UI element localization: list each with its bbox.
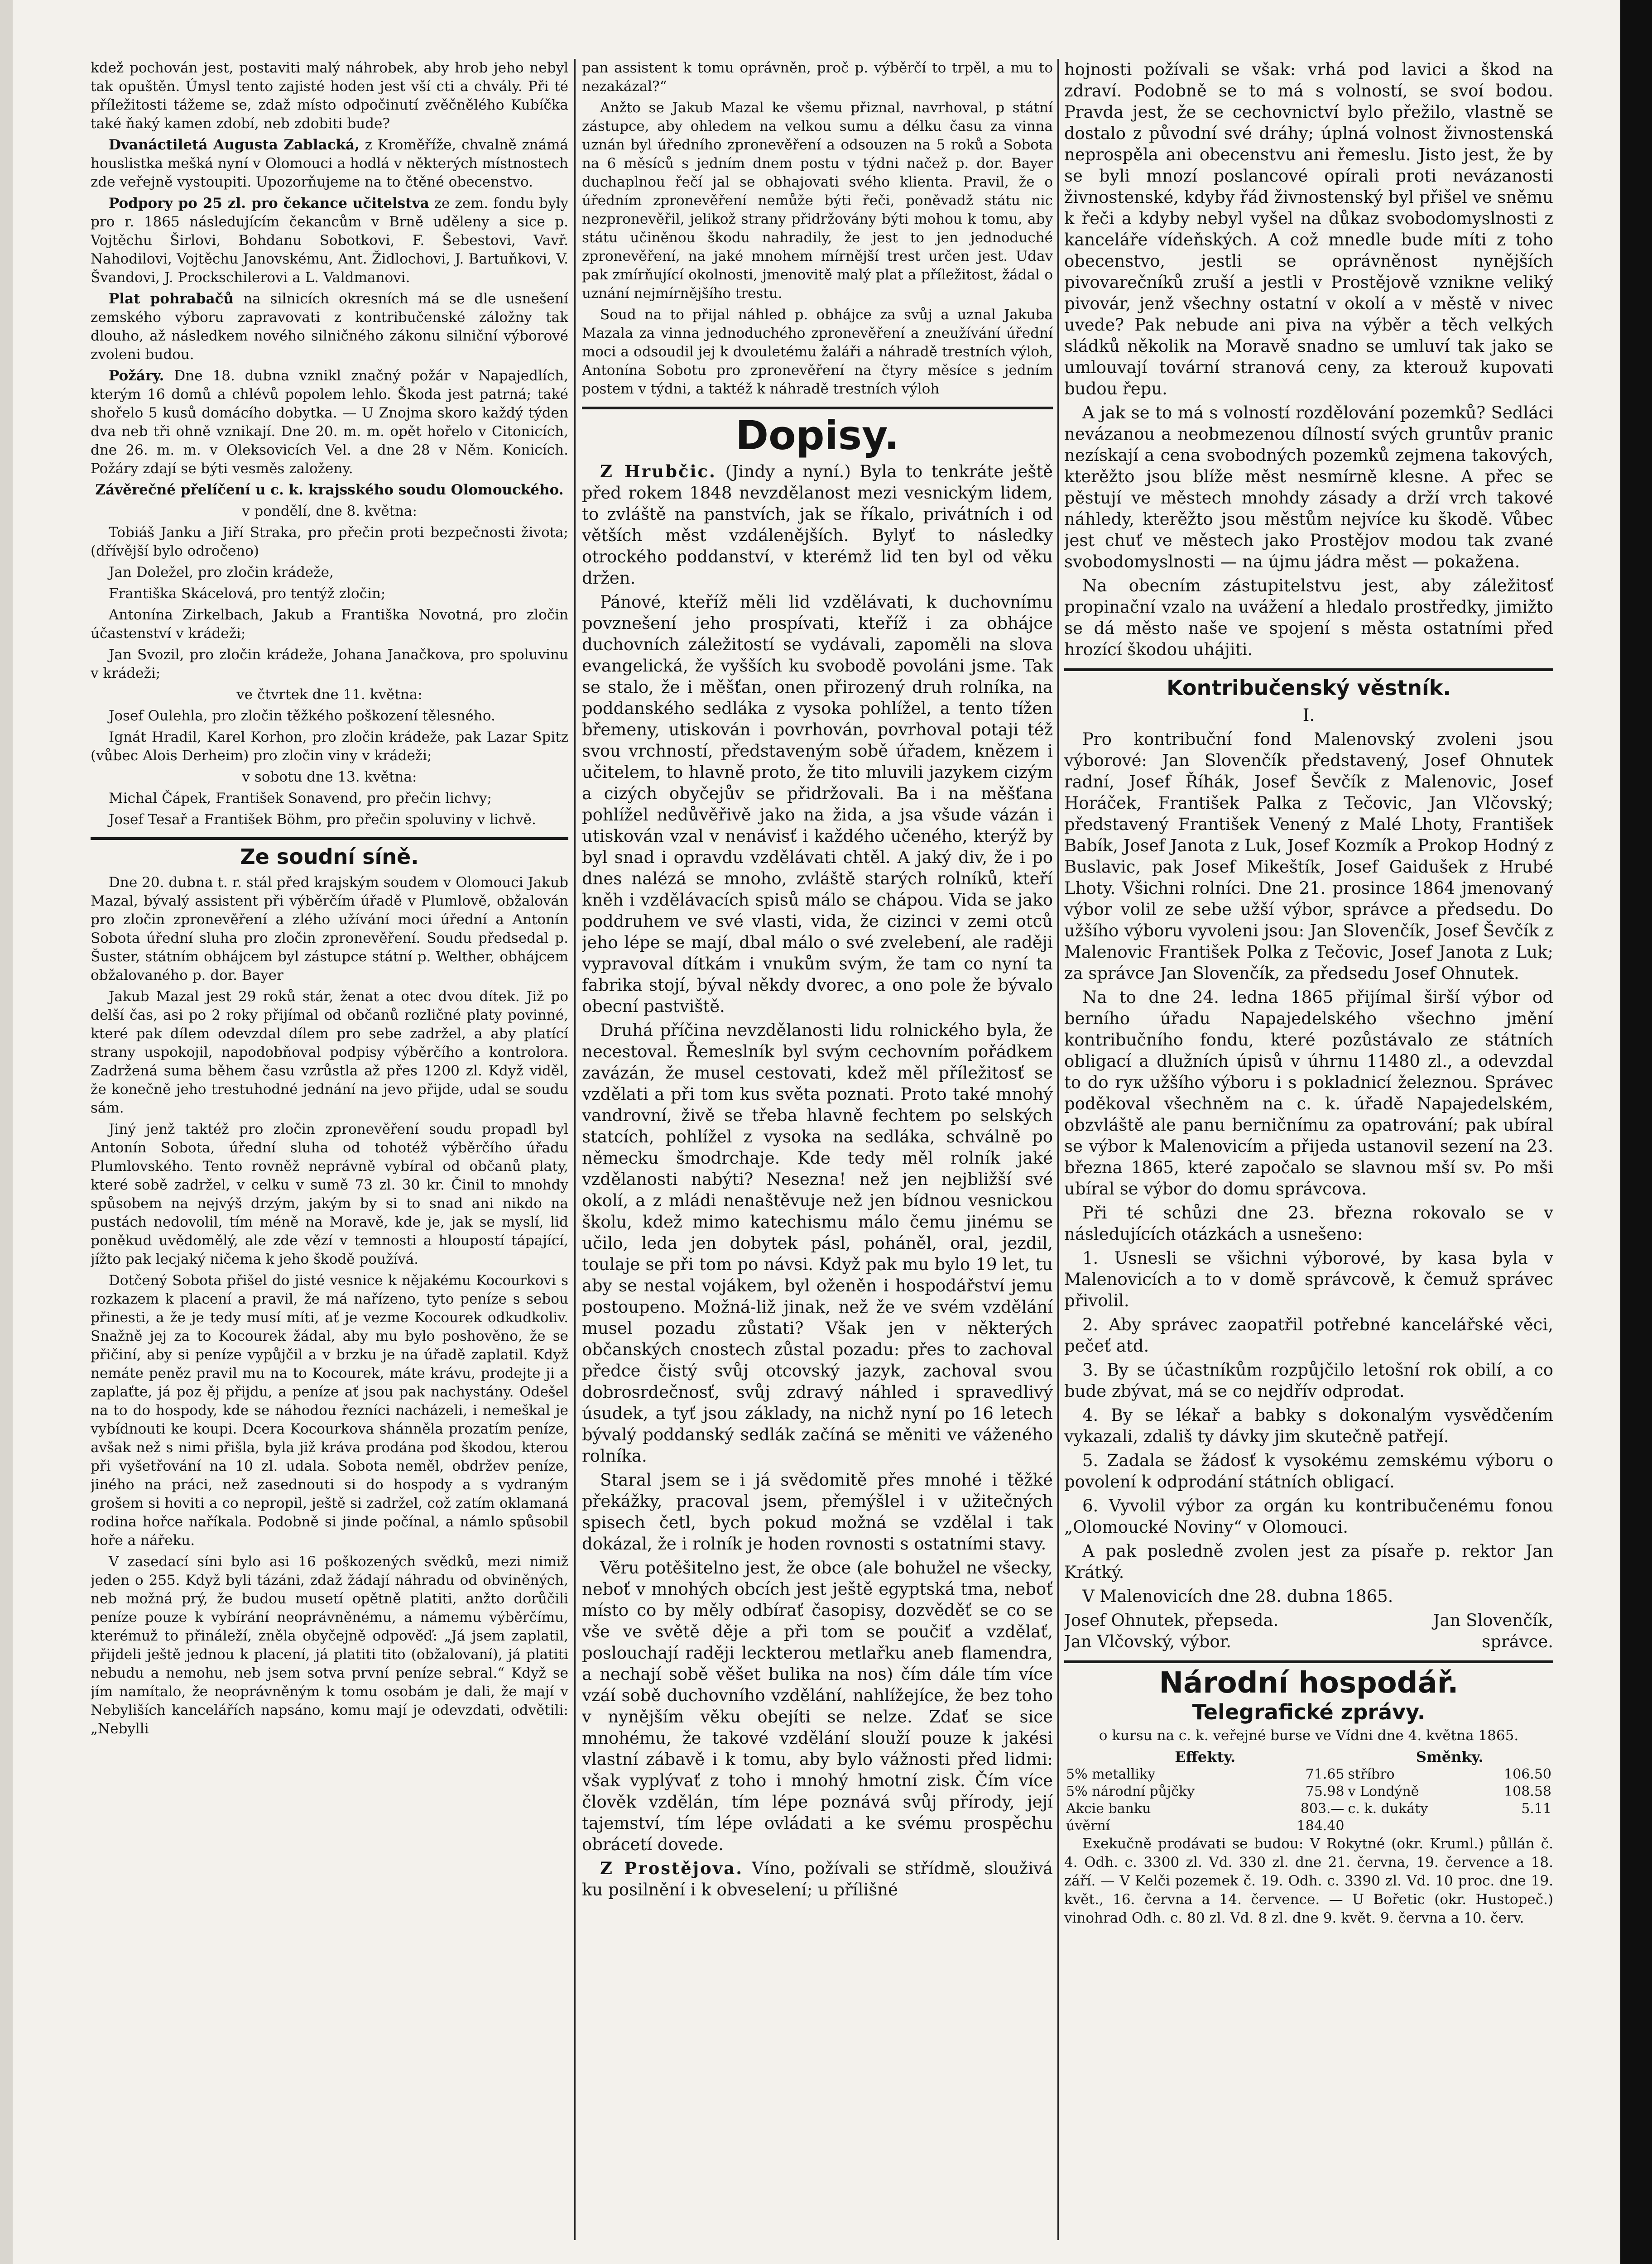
resolution-item: A pak posledně zvolen jest za písaře p. rektor Jan Krátký.	[1064, 1541, 1553, 1582]
bill-label	[1346, 1818, 1475, 1835]
signature-right-1: Jan Slovenčík,	[1433, 1611, 1553, 1630]
article-podpory-text: ze zem. fondu byly pro r. 1865 následujícím čekancům v Brně uděleny a sice p. Vojtěchu Širlovi, Bohdanu Sobotkovi, F. Šebestovi, Vavř. Nahodilovi, Vojtěchu Janovskému, Ant. Židlochovi, J. Bartuňkovi, V. Švandovi, J. Prockschilerovi a L. Valdmanovi.	[91, 195, 568, 286]
smenky-header: Směnky.	[1416, 1748, 1484, 1765]
article-zablacka	[91, 136, 568, 192]
section-rule	[1064, 1660, 1553, 1663]
trial-item: v pondělí, dne 8. května:	[241, 503, 417, 519]
resolution-item: 2. Aby správec zaopatřil potřebné kancelářské věci, pečeť atd.	[1064, 1315, 1553, 1356]
prostejov-text: Víno, požívali se střídmě, slouživá ku posilnění i k obveselení; u přílišné	[582, 1859, 1053, 1899]
prostejov-continued: hojnosti požívali se však: vrhá pod lavici a škod na zdraví. Podobně se to má s volností, se svoí bodou. Pravda jest, že se cechovnictví bylo přežilo, vlastně se dostalo z původní své dráhy; úplná volnost živnostenská neprospěla ani obecenstvu ani řemeslu. Jisto jest, že by se byli mnozí poslancové opírali proti nevázanosti živnostenské, kdyby řád živnostenský byl přišel ve sněmu k řeči a kdyby nebyl vyšel na důkaz svobodomyslnosti z kanceláře vídeňských. A což mnedle bude míti z toho obecenstvo, jestli se oprávněnost nynějších pivovarečníků zruší a jestli v Prostějově vznikne veliký pivovár, jenž všechny ostatní v okolí a v městě v nivec uvede? Pak nebude ani piva na výběr a těch velkých sládků několik na Moravě snadno se umluví tak jako se umlouvají tovární stranová ceny, za kterouž kupovati budou řepu.	[1064, 60, 1553, 398]
prostejov-continued: A jak se to má s volností rozdělování pozemků? Sedláci nevázanou a neobmezenou dílností svých gruntův pranic nezískají a cena svobodných pozemků zejmena takových, kterěžto jsou blíže měst nesmírně klesne. A přec se pěstují ve městech mnohdy zásady a drží vrch takové náhledy, kterěžto jsou městům nejvíce ku škodě. Vůbec jest chuť ve městech jako Prostějov modou tak zvané svobodomyslnosti — na újmu jádra měst — pokažena.	[1064, 403, 1553, 571]
kontrib-number: I.	[1302, 705, 1315, 725]
bill-value: 5.11	[1521, 1801, 1551, 1817]
signature-left-2: Jan Vlčovský, výbor.	[1064, 1632, 1232, 1651]
trial-item: Josef Oulehla, pro zločin těžkého poškození tělesného.	[109, 708, 495, 724]
resolution-item: 6. Vyvolil výbor za orgán ku kontribučenému fonou „Olomoucké Noviny“ v Olomouci.	[1064, 1496, 1553, 1537]
section-rule	[91, 837, 568, 840]
hrubcic-paragraph: Staral jsem se i já svědomitě přes mnohé i těžké překážky, pracoval jsem, přemýšlel i v užitečných spisech četl, bych pokud možná se vzdělal i tak dokázal, že i rolník je hoden rovnosti s ostatními stavy.	[582, 1470, 1053, 1554]
trial-list	[91, 502, 568, 829]
signature-right-2: správce.	[1482, 1632, 1553, 1651]
bill-value: 108.58	[1504, 1784, 1551, 1799]
trial-heading: Závěrečné přelíčení u c. k. krajsského soudu Olomouckého.	[95, 482, 564, 498]
soud-continued: Anžto se Jakub Mazal ke všemu přiznal, navrhoval, p státní zástupce, aby ohledem na velkou sumu a délku času za vinna uznán byl úředního zpronevěření a odsouzen na 5 roků a Sobota na 6 měsíců s jedním dnem postu v týdni načež p. dor. Bayer duchaplnou řečí jal se obhajovati svého klienta. Pravil, že o úředním zpronevěření nemůže býti řeči, poněvadž státu nic nezpronevěřil, jelikož strany přidržovány býti mohou k tomu, aby státu učiněnou škodu nahradily, že jest to jen jednoduché zpronevěření, na jaké mnohem mírnější trest určen jest. Udav pak zmírňující okolnosti, jmenovitě malý plat a příležitost, žádal o uznání nejmírnějšího trestu.	[582, 100, 1053, 302]
table-row	[1064, 1800, 1553, 1818]
effect-value: 184.40	[1297, 1818, 1345, 1834]
column-divider-2	[1057, 59, 1059, 2240]
effect-value: 71.65	[1305, 1766, 1345, 1782]
effect-label: Akcie banku	[1066, 1801, 1151, 1817]
bill-label: c. k. dukáty	[1348, 1801, 1428, 1817]
article-hrob: kdež pochován jest, postaviti malý náhrobek, aby hrob jeho nebyl tak opuštěn. Úmysl tento zajisté hoden jest vší cti a chvály. Při té příležitosti tážeme se, zdaž místo odpočinutí zvěčnělého Kubíčka také ňaký kamen zdobí, neb zdobiti bude?	[91, 60, 568, 132]
column-2	[582, 59, 1053, 2245]
prostejov-lead: Z Prostějova.	[600, 1858, 744, 1878]
trial-item: Ignát Hradil, Karel Korhon, pro zločin krádeže, pak Lazar Spitz (vůbec Alois Derheim) pro zločin viny v krádeži;	[91, 729, 568, 764]
trial-item: Antonína Zirkelbach, Jakub a Františka Novotná, pro zločin účastenství v krádeži;	[91, 607, 568, 642]
section-rule	[582, 407, 1053, 409]
effect-label: 5% metalliky	[1066, 1766, 1156, 1782]
dopisy-heading: Dopisy.	[735, 412, 899, 459]
hrubcic-intro	[582, 461, 1053, 589]
column-3	[1064, 59, 1553, 2245]
soud-paragraph: Jiný jenž taktéž pro zločin zpronevěření soudu propadl byl Antonín Sobota, úřední sluha od tohotéž výběrčího úřadu Plumlovského. Tento rovněž neprávně vybíral od občanů platy, které sobě zadržel, v celku v sumě 73 zl. 30 kr. Činil to mnohdy spůsobem na nejvýš drzým, jakým by si to snad ani nikdo na pustách nedovolil, tím méně na Moravě, kde je, jak se myslí, lid poněkud uvědomělý, ale zde vězí v temnosti a hloupostí tápající, jížto pak lecjaký ničema k jeho škodě používá.	[91, 1121, 568, 1267]
telegraf-heading: Telegrafické zprávy.	[1192, 1700, 1426, 1724]
signature-left-1: Josef Ohnutek, přepseda.	[1064, 1611, 1279, 1630]
exekuce-notice: Exekučně prodávati se budou: V Rokytné (okr. Kruml.) půllán č. 4. Odh. c. 3300 zl. Vd. 330 zl. dne 21. června, 19. července a 18. září. — V Kelči pozemek č. 19. Odh. c. 3390 zl. Vd. 10 proc. dne 19. květ., 16. června a 14. července. — U Bořetic (okr. Hustopeč.) vinohrad Odh. c. 80 zl. Vd. 8 zl. dne 9. květ. 9. června a 10. červ.	[1064, 1836, 1553, 1926]
hrubcic-paragraph: Pánové, kteříž měli lid vzdělávati, k duchovnímu povznešení jeho prospívati, kteříž i za obhájce duchovních záležitostí se vydávali, zapoměli na slova evangelická, že vyšších ku svobodě povoláni jsme. Tak se stalo, že i měšťan, onen přirozený druh rolníka, na poddanského sedláka z vysoka pohlížel, a tento tížen břemeny, utiskován i povrhován, povrhoval potaji též svou vrchností, představeným sobě úřadem, knězem i učitelem, to hlavně proto, že tito mluvili jazykem cizým a cizých obyčejův se přidržovali. Ba i na měšťana pohlížel nedůvěřivě jako na žida, a jsa všude vázán i utiskován vzal v nenávisť i každého učeného, kterýž by byl snad i opravdu vzdělávati chtěl. A jaký div, že i po dnes nalézá se mnoho, zvláště starých rolníků, kteří kněh i vzdělávacích spisů málo se chápou. Vida se jako poddruhem ve své vlasti, vida, že cizinci v zemi otců jeho lépe se mají, dbal málo o své zvelebení, ale raději vypravoval dítkám i vnukům svým, že tam co nyní ta fabrika stojí, býval někdy dvorec, a ono pole že bývalo obecní pastviště.	[582, 592, 1053, 1016]
table-row	[1064, 1766, 1553, 1783]
exchange-table	[1064, 1748, 1553, 1835]
kontrib-paragraph: Při té schůzi dne 23. března rokovalo se v následujících otázkách a usnešeno:	[1064, 1203, 1553, 1244]
hrubcic-sub: (Jindy a nyní.)	[725, 462, 851, 481]
effect-label: 5% národní půjčky	[1066, 1784, 1195, 1799]
soud-heading: Ze soudní síně.	[240, 844, 419, 869]
article-plat-lead: Plat pohrabačů	[109, 291, 234, 307]
soud-continued: pan assistent k tomu oprávněn, proč p. výběrčí to trpěl, a mu to nezakázal?“	[582, 60, 1053, 95]
article-podpory-lead: Podpory po 25 zl. pro čekance učitelstva	[109, 195, 429, 211]
hrubcic-paragraph: Věru potěšitelno jest, že obce (ale bohužel ne všecky, neboť v mnohých obcích jest ještě egyptská tma, neboť místo co by měly odbírať časopisy, dozvěděť se co se vše ve světě děje a při tom se poučiť a vzdělať, poslouchají raději leckterou metlařku aneb flamendra, a nechají sobě věšet bulika na nos) čím dále tím více vzáí sobě duchovního vzdělání, nahlížejíce, že bez toho v nynějším věku obejíti se nelze. Zdať se sice mnohému, že takové vzdělání slouží pouze k jakési vlastní zábavě i k tomu, aby bylo vážnosti před lidmi: však vyplývať z toho i mnohý hmotní zisk. Čím více člověk vzdělán, tím lépe poznává svůj přírody, její tajemství, tím lépe ovládati a ke svému prospěchu obrácetí dovede.	[582, 1558, 1053, 1854]
narod-heading: Národní hospodář.	[1159, 1666, 1459, 1700]
effekty-header: Effekty.	[1175, 1748, 1236, 1765]
kurs-intro: o kursu na c. k. veřejné burse ve Vídni dne 4. května 1865.	[1099, 1727, 1519, 1744]
soud-paragraph: Dne 20. dubna t. r. stál před krajským soudem v Olomouci Jakub Mazal, bývalý assistent při výběrčím úřadě v Plumlově, obžalován pro zločin zpronevěření a zlého užívání moci úřední a Antonín Sobota úřední sluha pro zločin zpronevěření. Soudu předsedal p. Šuster, státním obhájcem byl zástupce státní p. Welther, obhájcem obžalovaného p. dor. Bayer	[91, 874, 568, 983]
resolution-item: 5. Zadala se žádosť k vysokému zemskému výboru o povolení k odprodání státních obligací.	[1064, 1451, 1553, 1492]
table-row	[1064, 1818, 1553, 1835]
resolution-list	[1064, 1247, 1553, 1583]
table-header-row	[1064, 1748, 1553, 1766]
effect-value: 75.98	[1305, 1784, 1345, 1799]
article-pozary-text: Dne 18. dubna vznikl značný požár v Napajedlích, kterým 16 domů a chlévů popolem lehlo. Škoda jest patrná; také shořelo 5 kusů domácího dobytka. — U Znojma skoro každý týden dva neb tři ohně vznikají. Dne 20. m. m. opět hořelo v Citonicích, dne 26. m. m. v Oleksovicích Vel. a dne 28 v Něm. Konicích. Požáry zdají se býti vesměs založeny.	[91, 368, 568, 477]
trial-item: Tobiáš Janku a Jiří Straka, pro přečin proti bezpečnosti života; (dřívější bylo odročeno)	[91, 524, 568, 559]
resolution-item: 4. By se lékař a babky s dokonalým vysvědčením vykazali, zdališ ty dávky jim skutečně patřejí.	[1064, 1405, 1553, 1446]
trial-item: Jan Doležel, pro zločin krádeže,	[109, 564, 334, 580]
hrubcic-paragraph: Druhá příčina nevzdělanosti lidu rolnického byla, že necestoval. Řemeslník byl svým cechovním pořádkem zavázán, že musel cestovati, kdež měl příležitosť se vzdělati a při tom kus světa poznati. Proto také mnohý vandrovní, živě se třeba hlavně fechtem po selských statcích, pohlížel z vysoka na sedláka, schválně po německu šmodrchaje. Kde tedy měl rolník jaké vzdělanosti nabýti? Nesezna! než jen nejbližší své okolí, a z mládi nenaštěvuje než jen bídnou vesnickou školu, kdež mimo katechismu málo čemu jinému se učilo, leda jen dobytek pásl, poháněl, oral, jezdil, toulaje se při tom po návsi. Když pak mu bylo 19 let, tu aby se nestal vojákem, byl oženěn i hospodářství jemu postoupeno. Možná-liž jinak, než že ve svém vzdělání musel pozadu zůstati? Však jen v některých občanských cnostech zůstal pozadu: přes to zachoval předce čistý svůj otcovský jazyk, zachoval svou dobrosrdečnosť, svůj zdravý náhled i spravedlivý úsudek, a tyť jsou základy, na nichž nyní po 16 letech bývalý poddanský sedlák začíná se měniti ve váženého rolníka.	[582, 1021, 1053, 1466]
bill-label: stříbro	[1348, 1766, 1395, 1782]
column-1	[91, 59, 568, 2245]
kontrib-heading: Kontribučenský věstník.	[1167, 676, 1451, 700]
soud-paragraph: V zasedací síni bylo asi 16 poškozených svědků, mezi nimiž jeden o 255. Když byli tázáni, zdaž žádají náhradu od obviněných, neb možná prý, že budou musetí opětně platiti, anžto dorůčili peníze pouze k vybírání neoprávněnému, a námemu výběrčímu, kterémuž to přináleží, zněla obyčejně odpověď: „Já jsem zaplatil, přijdeli ještě jednou k placení, já platiti tito (obžalovaní), já platiti nebudu a nemohu, neb jsem sotva první peníze sebral.“ Když se jím namítalo, že neoprávněným k tomu osobám je dali, že mají v Nebyliších kancelářích napsáno, komu mají je odevzdati, odvětili: „Nebylli	[91, 1554, 568, 1737]
prostejov-continued: Na obecním zástupitelstvu jest, aby záležitosť propinační vzalo na uvážení a hledalo prostředky, jimižto se dá město naše ve spojení s města ostatními před hrozící škodou uhájiti.	[1064, 576, 1553, 659]
page-left-margin	[0, 0, 13, 2264]
page-right-edge	[1620, 0, 1652, 2264]
bill-value	[1474, 1818, 1553, 1835]
trial-item: Josef Tesař a František Böhm, pro přečin spoluviny v lichvě.	[109, 811, 536, 828]
signature-block	[1064, 1586, 1553, 1652]
article-podpory	[91, 194, 568, 287]
hrubcic-text: Byla to tenkráte ještě před rokem 1848 nevzdělanost mezi vesnickým lidem, to zvláště na panstvích, jak se říkalo, privátních i od větších měst vzdálenějších. Bylyť to následky otrockého poddanství, v kterémž lid ten byl od věku držen.	[582, 462, 1053, 588]
effect-label: úvěrní	[1066, 1818, 1110, 1834]
trial-item: ve čtvrtek dne 11. května:	[236, 686, 423, 703]
column-divider-1	[574, 59, 576, 2240]
prostejov-intro	[582, 1858, 1053, 1900]
hrubcic-lead: Z Hrubčic.	[600, 461, 716, 481]
article-plat	[91, 290, 568, 364]
signature-place: V Malenovicích dne 28. dubna 1865.	[1082, 1587, 1393, 1606]
section-rule	[1064, 668, 1553, 671]
table-row	[1064, 1783, 1553, 1800]
trial-item: Františka Skácelová, pro tentýž zločin;	[109, 585, 386, 602]
effect-value: 803.—	[1300, 1801, 1345, 1817]
article-zablacka-text: z Kroměříže, chvalně známá houslistka mešká nyní v Olomouci a hodlá v některých místnostech zde veřejně vystoupiti. Upozorňujeme na to čtěné obecenstvo.	[91, 137, 568, 190]
soud-paragraph: Dotčený Sobota přišel do jisté vesnice k nějakému Kocourkovi s rozkazem k placení a pravil, že má nařízeno, tyto peníze s sebou přinesti, a že je tedy musí míti, ať je vezme Kocourek odkudkoliv. Snažně jej za to Kocourek žádal, aby mu bylo poshověno, že se přičiní, aby si peníze vypůjčil a v brzku je na úřadě zaplatil. Když nemáte peněz pravil mu na to Kocourek, máte krávu, prodejte ji a zaplaťte, já poz ěj přijdu, a peníze ať jsou pak nachystány. Odešel na to do hospody, kde se náhodou řezníci nacházeli, i nemeškal je vybídnouti ke koupi. Dcera Kocourkova shánněla prozatím peníze, avšak než s nimi přišla, byla již kráva prodána pod škodou, kterou při vyšetřování na 10 zl. udala. Sobota neměl, obdržev peníze, jiného na práci, než zasednouti si do hospody a s vydraným grošem si hoviti a co nepropil, ještě si zadržel, což zatím oklamaná rodina hořce naříkala. Podobně si jinde počínal, a námlo spůsobil hoře a nářeku.	[91, 1272, 568, 1549]
article-zablacka-lead: Dvanáctiletá Augusta Zablacká,	[109, 137, 360, 153]
kontrib-paragraph: Pro kontribuční fond Malenovský zvoleni jsou výborové: Jan Slovenčík představený, Josef Ohnutek radní, Josef Říhák, Josef Ševčík z Malenovic, Josef Horáček, František Palka z Tečovic, Jan Vlčovský; představený František Venený z Malé Lhoty, František Babík, Josef Janota z Luk, Josef Kozmík a Prokop Hodný z Buslavic, pak Josef Mikeštík, Josef Gaidušek z Hrubé Lhoty. Všichni rolníci. Dne 21. prosince 1864 jmenovaný výbor volil ze sebe užší výbor, správce a předsedu. Do užšího výboru vyvoleni jsou: Jan Slovenčík, Josef Ševčík z Malenovic František Polka z Tečovic, Josef Janota z Luk; za správce Jan Slovenčík, za předsedu Josef Ohnutek.	[1064, 729, 1553, 983]
soud-paragraph: Jakub Mazal jest 29 roků stár, ženat a otec dvou dítek. Již po delší čas, asi po 2 roky přijímal od občanů rozličné platy povinné, které pak dílem odevzdal dílem pro sebe zadržel, a aby platící strany uspokojil, napodobňoval podpisy výběrčího a kontrolora. Zadržená suma během času vzrůstla až přes 1200 zl. Když viděl, že konečně jeho trestuhodné jednání na jevo přijde, udal se soudu sám.	[91, 988, 568, 1116]
kontrib-paragraph: Na to dne 24. ledna 1865 přijímal širší výbor od berního úřadu Napajedelského všechno jmění kontribučního fondu, které pozůstávalo ze státních obligací a dlužních úpisů v úhrnu 11480 zl., a odevzdal to do rук užšího výboru i s pokladnicí železnou. Správec poděkoval všechněm na c. k. úřadě Napajedelském, obzvláště ale panu berničnímu za opatrování; pak ubíral se výbor k Malenovicím a přijeda ustanovil sezení na 23. března 1865, které započalo se slavnou mší sv. Po mši ubíral se výbor do domu správcova.	[1064, 988, 1553, 1199]
trial-item: v sobotu dne 13. května:	[242, 769, 417, 785]
resolution-item: 3. By se účastníkům rozpůjčilo letošní rok obilí, a co bude zbývat, má se co nejdřív odprodat.	[1064, 1360, 1553, 1401]
soud-continued: Soud na to přijal náhled p. obhájce za svůj a uznal Jakuba Mazala za vinna jednoduchého zpronevěření a zneužívání úřední moci a odsoudil jej k dvouletému žaláři a náhradě trestních výloh, Antonína Sobotu pro zpronevěření na čtyry měsíce s jedním postem v týdni, a taktéž k náhradě trestních výloh	[582, 307, 1053, 397]
article-plat-text: na silnicích okresních má se dle usnešení zemského výboru zapravovati z kontribučenské záložny tak dlouho, až následkem nového silničného zákonu silniční výborové zvoleni budou.	[91, 291, 568, 363]
trial-item: Jan Svozil, pro zločin krádeže, Johana Janačkova, pro spoluvinu v krádeži;	[91, 647, 568, 681]
article-pozary	[91, 367, 568, 478]
trial-item: Michal Čápek, František Sonavend, pro přečin lichvy;	[109, 790, 492, 806]
bill-value: 106.50	[1504, 1766, 1551, 1782]
article-pozary-lead: Požáry.	[109, 368, 164, 384]
resolution-item: 1. Usnesli se všichni výborové, by kasa byla v Malenovicích a to v domě správcově, k čemuž správec přivolil.	[1064, 1248, 1553, 1310]
bill-label: v Londýně	[1348, 1784, 1419, 1799]
